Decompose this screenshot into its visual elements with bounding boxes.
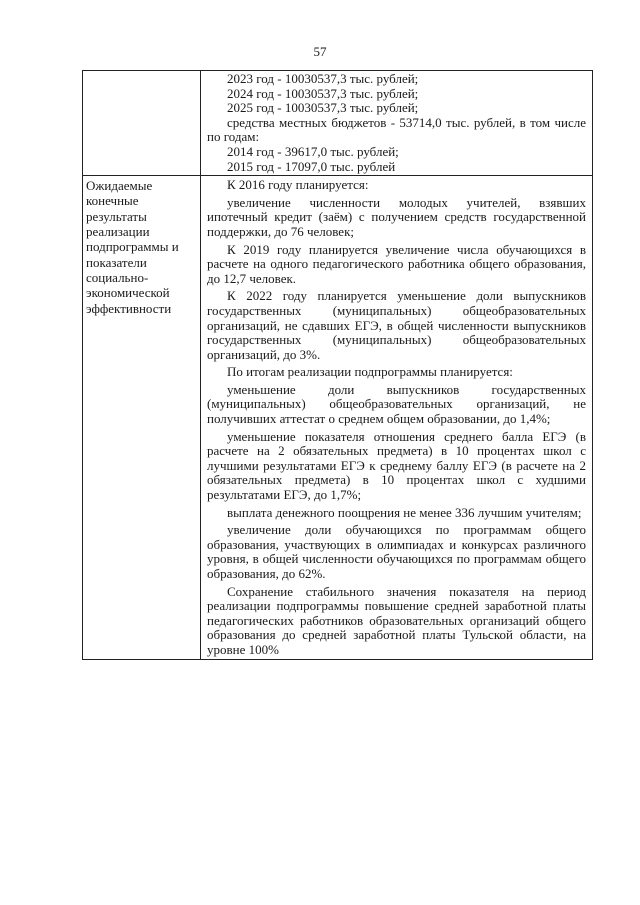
table-row-expected-results [83, 176, 593, 659]
passport-table [82, 70, 593, 660]
amount-line: 2014 год - 39617,0 тыс. рублей; [227, 143, 399, 159]
result-paragraph: выплата денежного поощрения не менее 336 лучшим учителям; [227, 504, 582, 520]
result-paragraph: Сохранение стабильного значения показателя на период реализации подпрограммы повышение средней заработной платы педагогических работников образовательных организаций общего образования до средней заработной платы Тульской области, на уровне 100% [207, 583, 586, 657]
result-paragraph: уменьшение доли выпускников государственных (муниципальных) общеобразовательных организаций, не получивших аттестат о среднем общем образовании, до 1,4%; [207, 381, 586, 427]
row-label [83, 71, 200, 75]
row-content-cell [201, 71, 593, 176]
result-paragraph: К 2016 году планируется: [227, 177, 369, 193]
row-label-cell [83, 71, 201, 176]
result-paragraph: увеличение численности молодых учителей, взявших ипотечный кредит (заём) с получением средств государственной поддержки, до 76 человек; [207, 194, 586, 239]
row-content-cell [201, 176, 593, 659]
amount-line: 2023 год - 10030537,3 тыс. рублей; [227, 71, 419, 86]
amount-line: 2024 год - 10030537,3 тыс. рублей; [227, 85, 419, 101]
result-paragraph: К 2022 году планируется уменьшение доли выпускников государственных (муниципальных) общеобразовательных организаций, не сдавших ЕГЭ, в общей численности выпускников государственных (муниципальных) общеобразовательных организаций, до 3%. [207, 288, 586, 362]
result-paragraph: По итогам реализации подпрограммы планируется: [227, 364, 513, 380]
result-paragraph: К 2019 году планируется увеличение числа обучающихся в расчете на одного педагогического работника общего образования, до 12,7 человек. [207, 241, 586, 286]
amount-line: 2025 год - 10030537,3 тыс. рублей; [227, 100, 419, 116]
result-paragraph: уменьшение показателя отношения среднего балла ЕГЭ (в расчете на 2 обязательных предмета) в 10 процентах школ с лучшими результатами ЕГЭ к среднему баллу ЕГЭ (в расчете на 2 обязательных предмета) в 10 процентах школ с худшими результатами ЕГЭ, до 1,7%; [207, 428, 586, 503]
page-number: 57 [313, 44, 327, 59]
row-label-cell [83, 176, 201, 659]
row-label: Ожидаемые конечные результаты реализации подпрограммы и показатели социально- экономической эффективности [86, 178, 179, 316]
table-row-financing [83, 71, 593, 176]
result-paragraph: увеличение доли обучающихся по программам общего образования, участвующих в олимпиадах и конкурсах различного уровня, в общей численности обучающихся по программам общего образования, до 62%. [207, 522, 586, 581]
amount-line: 2015 год - 17097,0 тыс. рублей [227, 158, 396, 174]
local-budgets-text: средства местных бюджетов - 53714,0 тыс. рублей, в том числе по годам: [207, 114, 586, 145]
